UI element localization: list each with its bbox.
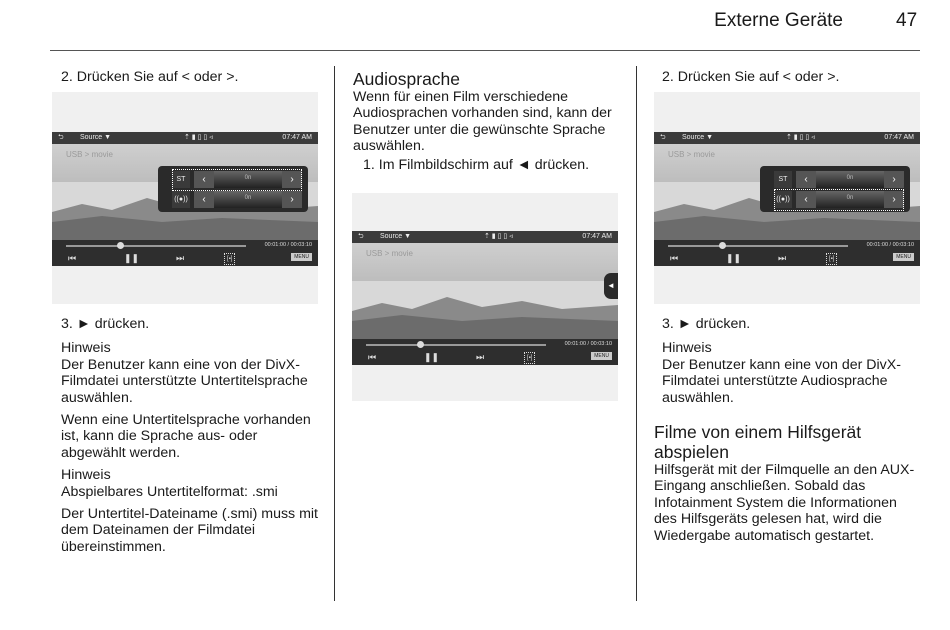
- back-icon: ⮌: [58, 134, 64, 141]
- step-1-text: 1. Im Filmbildschirm auf ◄ drücken.: [363, 156, 590, 173]
- status-icons: ⇡ ▮ ▯ ▯ ◃: [184, 134, 213, 141]
- subtitle-icon: ST: [172, 171, 190, 188]
- player-controls: [352, 339, 618, 365]
- audio-icon: ((●)): [774, 191, 792, 208]
- screenshot-subtitle-menu: [52, 92, 318, 304]
- audio-value: 0n: [846, 195, 854, 201]
- prev-arrow-icon[interactable]: ‹: [194, 171, 214, 188]
- back-icon: ⮌: [660, 134, 666, 141]
- subtitle-selector: [796, 171, 904, 188]
- section-heading: Filme von einem Hilfsgerät abspielen: [654, 422, 862, 462]
- video-mountains: [352, 291, 618, 339]
- subtitle-icon: ST: [774, 171, 792, 188]
- source-label: Source ▼: [80, 134, 112, 141]
- note-label: Hinweis: [61, 340, 111, 357]
- column-3-section: [654, 422, 922, 544]
- status-bar: [352, 231, 618, 243]
- screen: [654, 132, 920, 266]
- column-2: [353, 69, 623, 173]
- progress-track[interactable]: [668, 245, 848, 247]
- note-text: Der Benutzer kann eine von der DivX-Filmdatei unterstützte Audiosprache auswählen.: [662, 356, 901, 406]
- audio-popup: [760, 166, 910, 212]
- step-2-text: 2. Drücken Sie auf < oder >.: [662, 69, 840, 85]
- subtitle-value: 0n: [846, 175, 854, 181]
- column-3: [662, 69, 922, 85]
- screen: [352, 231, 618, 365]
- section-heading: Audiosprache: [353, 69, 461, 89]
- prev-arrow-icon[interactable]: ‹: [796, 191, 816, 208]
- column-divider-1: [334, 66, 335, 601]
- section-title: Externe Geräte: [714, 10, 843, 31]
- focus-frame: [172, 169, 302, 191]
- screen: [52, 132, 318, 266]
- menu-button[interactable]: MENU: [291, 253, 312, 261]
- next-arrow-icon[interactable]: ›: [282, 191, 302, 208]
- paragraph: Hilfsgerät mit der Filmquelle an den AUX-Eingang anschließen. Sobald das Infotainment System die Informationen des Hilfsgeräts gelesen hat, wird die Wiedergabe automatisch gestartet.: [654, 462, 915, 544]
- pause-icon[interactable]: ❚❚: [124, 253, 140, 263]
- progress-track[interactable]: [66, 245, 246, 247]
- prev-arrow-icon[interactable]: ‹: [194, 191, 214, 208]
- page-number: 47: [896, 10, 918, 31]
- paragraph: Der Untertitel-Dateiname (.smi) muss mit dem Dateinamen der Filmdatei übereinstimmen.: [61, 506, 318, 555]
- pause-icon[interactable]: ❚❚: [424, 352, 440, 362]
- screenshot-movie-screen: [352, 193, 618, 401]
- subtitle-popup: [158, 166, 308, 212]
- note-text: Abspielbares Untertitelformat: .smi: [61, 483, 278, 500]
- paragraph: Wenn eine Untertitelsprache vorhanden ist, kann die Sprache aus- oder abgewählt werden.: [61, 412, 311, 461]
- status-icons: ⇡ ▮ ▯ ▯ ◃: [786, 134, 815, 141]
- clock: 07:47 AM: [282, 134, 312, 141]
- status-bar: [52, 132, 318, 144]
- pause-icon[interactable]: ❚❚: [726, 253, 742, 263]
- status-bar: [654, 132, 920, 144]
- prev-track-icon[interactable]: ⏮: [68, 253, 77, 263]
- menu-button[interactable]: MENU: [893, 253, 914, 261]
- back-icon: ⮌: [358, 233, 364, 240]
- column-3-lower: [662, 316, 922, 406]
- prev-track-icon[interactable]: ⏮: [368, 352, 377, 362]
- step-3-text: 3. ► drücken.: [61, 316, 150, 332]
- next-arrow-icon[interactable]: ›: [884, 171, 904, 188]
- clock: 07:47 AM: [582, 233, 612, 240]
- player-controls: [654, 240, 920, 266]
- note-text: Der Benutzer kann eine von der DivX-Filmdatei unterstützte Untertitelsprache auswählen.: [61, 356, 308, 406]
- paragraph: Wenn für einen Film verschiedene Audiosprachen vorhanden sind, kann der Benutzer unter die gewünschte Sprache auswählen.: [353, 89, 612, 155]
- screenshot-audio-menu: [654, 92, 920, 304]
- breadcrumb: USB > movie: [668, 150, 715, 159]
- focus-frame: [774, 189, 904, 211]
- next-track-icon[interactable]: ⏭: [476, 352, 485, 362]
- prev-arrow-icon[interactable]: ‹: [796, 171, 816, 188]
- menu-button[interactable]: MENU: [591, 352, 612, 360]
- column-1-lower: [61, 316, 323, 555]
- clock: 07:47 AM: [884, 134, 914, 141]
- column-1: [61, 69, 323, 85]
- fullscreen-icon[interactable]: [▪]: [826, 253, 837, 265]
- open-menu-tab-icon[interactable]: ◄: [604, 273, 618, 299]
- subtitle-row: [774, 171, 904, 188]
- next-arrow-icon[interactable]: ›: [884, 191, 904, 208]
- column-divider-2: [636, 66, 637, 601]
- audio-selector: [194, 191, 302, 208]
- time-display: 00:01:00 / 00:03:10: [264, 242, 312, 248]
- player-controls: [52, 240, 318, 266]
- prev-track-icon[interactable]: ⏮: [670, 253, 679, 263]
- fullscreen-icon[interactable]: [▪]: [224, 253, 235, 265]
- note-label: Hinweis: [61, 467, 111, 484]
- audio-value: 0n: [244, 195, 252, 201]
- time-display: 00:01:00 / 00:03:10: [866, 242, 914, 248]
- progress-track[interactable]: [366, 344, 546, 346]
- time-display: 00:01:00 / 00:03:10: [564, 341, 612, 347]
- note-label: Hinweis: [662, 340, 712, 357]
- step-3-text: 3. ► drücken.: [662, 316, 751, 332]
- subtitle-value: 0n: [244, 175, 252, 181]
- source-label: Source ▼: [682, 134, 714, 141]
- header-rule: [50, 50, 920, 51]
- source-label: Source ▼: [380, 233, 412, 240]
- breadcrumb: USB > movie: [66, 150, 113, 159]
- next-track-icon[interactable]: ⏭: [778, 253, 787, 263]
- step-2-text: 2. Drücken Sie auf < oder >.: [61, 69, 239, 85]
- fullscreen-icon[interactable]: [▪]: [524, 352, 535, 364]
- progress-knob[interactable]: [417, 341, 424, 348]
- audio-row: [172, 191, 302, 208]
- progress-knob[interactable]: [719, 242, 726, 249]
- next-arrow-icon[interactable]: ›: [282, 171, 302, 188]
- audio-icon: ((●)): [172, 191, 190, 208]
- status-icons: ⇡ ▮ ▯ ▯ ◃: [484, 233, 513, 240]
- next-track-icon[interactable]: ⏭: [176, 253, 185, 263]
- breadcrumb: USB > movie: [366, 249, 413, 258]
- progress-knob[interactable]: [117, 242, 124, 249]
